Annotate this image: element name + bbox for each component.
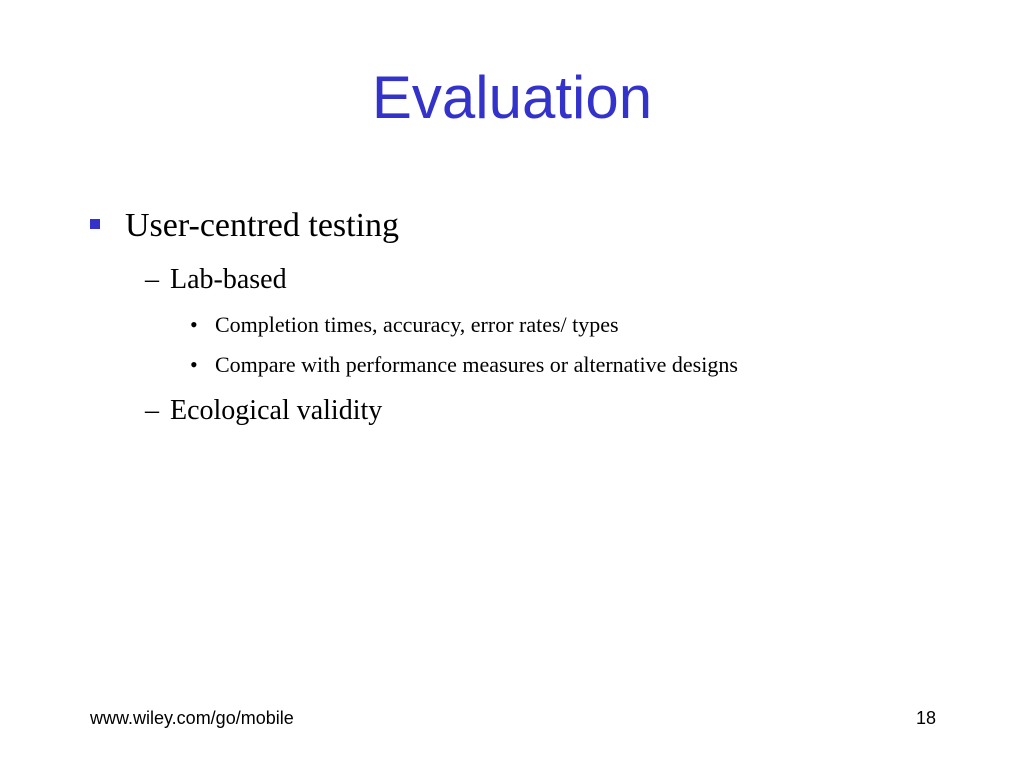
dash-marker-icon: – (145, 395, 159, 426)
dot-marker-icon: • (190, 312, 198, 337)
dash-marker-icon: – (145, 264, 159, 295)
sub-sub-bullet-compare: Compare with performance measures or alternative designs (215, 352, 738, 377)
slide-title: Evaluation (371, 64, 653, 131)
footer-url: www.wiley.com/go/mobile (90, 708, 294, 728)
square-bullet-icon (90, 219, 100, 229)
page-number: 18 (915, 708, 936, 728)
sub-bullet-ecological-validity: Ecological validity (170, 395, 383, 426)
bullet-user-centred-testing: User-centred testing (125, 207, 400, 244)
sub-sub-bullet-completion-times: Completion times, accuracy, error rates/ types (215, 312, 619, 337)
sub-bullet-lab-based: Lab-based (170, 264, 287, 295)
dot-marker-icon: • (190, 352, 198, 377)
